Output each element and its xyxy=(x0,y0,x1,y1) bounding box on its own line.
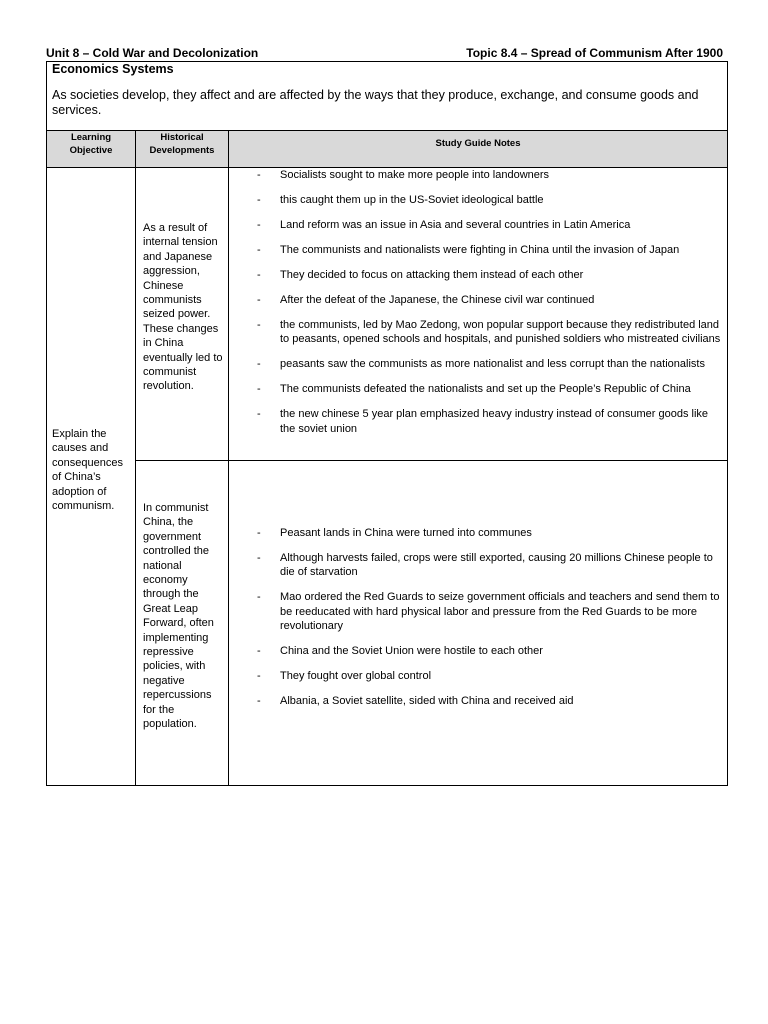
section-description: As societies develop, they affect and are affected by the ways that they produce, exchange, and consume goods and services. xyxy=(52,88,699,117)
historical-development-1: As a result of internal tension and Japanese aggression, Chinese communists seized power. These changes in China eventually led to communist revolution. xyxy=(143,222,223,393)
list-item: - Land reform was an issue in Asia and several countries in Latin America xyxy=(257,218,723,232)
list-item: - Mao ordered the Red Guards to seize government officials and teachers and send them to be reeducated with hard physical labor and pressure from the Red Guards to be more revolutionary xyxy=(257,590,723,633)
list-item: - Socialists sought to make more people into landowners xyxy=(257,168,723,182)
list-item: - the new chinese 5 year plan emphasized heavy industry instead of consumer goods like the soviet union xyxy=(257,407,723,436)
learning-objective-text: Explain the causes and consequences of China’s adoption of communism. xyxy=(52,428,123,513)
notes-list-2 xyxy=(257,526,723,719)
list-item: - After the defeat of the Japanese, the Chinese civil war continued xyxy=(257,293,723,307)
list-item: - peasants saw the communists as more nationalist and less corrupt than the nationalists xyxy=(257,357,723,371)
list-item: - China and the Soviet Union were hostile to each other xyxy=(257,644,723,658)
list-item: - Albania, a Soviet satellite, sided with China and received aid xyxy=(257,694,723,708)
header-learning-objective: Learning Objective xyxy=(69,132,113,156)
notes-list-1 xyxy=(257,168,723,447)
list-item: - Although harvests failed, crops were still exported, causing 20 millions Chinese people to die of starvation xyxy=(257,551,723,580)
list-item: - The communists defeated the nationalists and set up the People’s Republic of China xyxy=(257,382,723,396)
column-divider xyxy=(228,131,229,786)
list-item: - the communists, led by Mao Zedong, won popular support because they redistributed land to peasants, opened schools and hospitals, and punished soldiers who mistreated civilians xyxy=(257,318,723,347)
list-item: - this caught them up in the US-Soviet ideological battle xyxy=(257,193,723,207)
column-divider xyxy=(135,131,136,786)
header-historical-developments: Historical Developments xyxy=(149,132,215,156)
row-divider xyxy=(135,460,728,461)
header-study-guide-notes: Study Guide Notes xyxy=(435,138,521,149)
list-item: - They decided to focus on attacking them instead of each other xyxy=(257,268,723,282)
topic-title: Topic 8.4 – Spread of Communism After 1900 xyxy=(466,46,723,60)
list-item: - The communists and nationalists were fighting in China until the invasion of Japan xyxy=(257,243,723,257)
page-header xyxy=(46,46,723,60)
unit-title: Unit 8 – Cold War and Decolonization xyxy=(46,46,259,60)
list-item: - They fought over global control xyxy=(257,669,723,683)
list-item: - Peasant lands in China were turned into communes xyxy=(257,526,723,540)
historical-development-2: In communist China, the government controlled the national economy through the Great Leap Forward, often implementing repressive policies, with negative repercussions for the population. xyxy=(143,502,214,731)
section-title: Economics Systems xyxy=(52,62,174,76)
